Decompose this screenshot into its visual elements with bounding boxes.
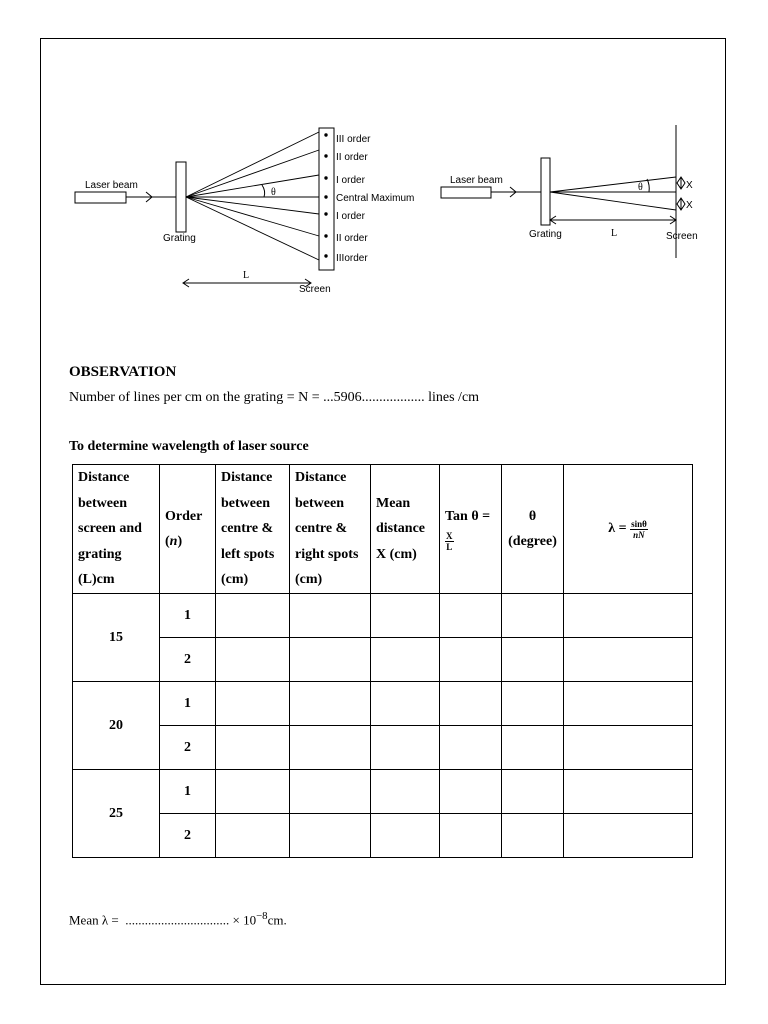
header-distance: Distance between screen and grating (L)cm bbox=[73, 465, 160, 594]
distance-cell: 20 bbox=[73, 682, 160, 770]
data-cell[interactable] bbox=[371, 726, 440, 770]
distance-cell: 25 bbox=[73, 770, 160, 858]
table-heading: To determine wavelength of laser source bbox=[69, 439, 309, 454]
data-cell[interactable] bbox=[290, 814, 371, 858]
data-cell[interactable] bbox=[502, 726, 564, 770]
header-order: Order (n) bbox=[160, 465, 216, 594]
data-cell[interactable] bbox=[564, 638, 693, 682]
header-lambda: λ = $\frac{\sin\theta}{nN}$ bbox=[564, 465, 693, 594]
table-row bbox=[73, 682, 693, 726]
grating-label: Grating bbox=[163, 233, 196, 244]
diffraction-diagram-main bbox=[0, 0, 768, 300]
x-distance-markers bbox=[677, 177, 685, 210]
data-cell[interactable] bbox=[290, 770, 371, 814]
order-label: I order bbox=[336, 211, 365, 222]
data-cell[interactable] bbox=[564, 814, 693, 858]
angle-arc bbox=[262, 185, 265, 197]
data-cell[interactable] bbox=[440, 682, 502, 726]
laser-beam-label: Laser beam bbox=[85, 180, 138, 191]
data-cell[interactable] bbox=[502, 814, 564, 858]
data-cell[interactable] bbox=[564, 770, 693, 814]
data-cell[interactable] bbox=[216, 638, 290, 682]
diffraction-rays-right bbox=[550, 177, 676, 210]
diffraction-rays bbox=[186, 132, 319, 260]
lines-per-cm-text: Number of lines per cm on the grating = N = ...5906.................. lines /cm bbox=[69, 390, 480, 405]
data-cell[interactable] bbox=[290, 682, 371, 726]
data-cell[interactable] bbox=[371, 594, 440, 638]
grating-right bbox=[541, 158, 550, 225]
screen-label: Screen bbox=[299, 284, 331, 295]
order-cell: 2 bbox=[160, 726, 216, 770]
data-cell[interactable] bbox=[440, 594, 502, 638]
table-row bbox=[73, 594, 693, 638]
table-row bbox=[73, 638, 693, 682]
x-label: X bbox=[686, 200, 693, 211]
order-label: II order bbox=[336, 152, 368, 163]
observation-heading: OBSERVATION bbox=[69, 364, 177, 380]
grating bbox=[176, 162, 186, 232]
table-row bbox=[73, 814, 693, 858]
data-cell[interactable] bbox=[564, 726, 693, 770]
data-cell[interactable] bbox=[216, 814, 290, 858]
order-cell: 1 bbox=[160, 594, 216, 638]
table-header-row bbox=[73, 465, 693, 594]
distance-label-right: L bbox=[611, 228, 618, 239]
distance-cell: 15 bbox=[73, 594, 160, 682]
data-cell[interactable] bbox=[290, 594, 371, 638]
order-label: II order bbox=[336, 233, 368, 244]
screen bbox=[319, 128, 334, 270]
data-cell[interactable] bbox=[440, 726, 502, 770]
data-cell[interactable] bbox=[502, 770, 564, 814]
data-cell[interactable] bbox=[371, 638, 440, 682]
order-label: I order bbox=[336, 175, 365, 186]
data-cell[interactable] bbox=[216, 770, 290, 814]
header-left-spots: Distance between centre & left spots (cm) bbox=[216, 465, 290, 594]
data-cell[interactable] bbox=[564, 682, 693, 726]
table-row bbox=[73, 726, 693, 770]
distance-label: L bbox=[243, 270, 250, 281]
order-label: III order bbox=[336, 134, 371, 145]
observation-table bbox=[72, 464, 693, 858]
data-cell[interactable] bbox=[216, 594, 290, 638]
order-labels bbox=[336, 134, 414, 264]
data-cell[interactable] bbox=[564, 594, 693, 638]
data-cell[interactable] bbox=[216, 726, 290, 770]
header-tan: Tan θ = $\frac{X}{L}$ bbox=[440, 465, 502, 594]
order-label: IIIorder bbox=[336, 253, 368, 264]
data-cell[interactable] bbox=[290, 726, 371, 770]
laser-source bbox=[75, 192, 126, 203]
mean-lambda-line: Mean λ = ................................ × $10^{-8}cm$. bbox=[69, 910, 287, 928]
x-label: X bbox=[686, 180, 693, 191]
data-cell[interactable] bbox=[371, 682, 440, 726]
angle-label-right: θ bbox=[638, 182, 643, 193]
grating-label-right: Grating bbox=[529, 229, 562, 240]
data-cell[interactable] bbox=[371, 814, 440, 858]
laser-source-right bbox=[441, 187, 491, 198]
header-mean: Mean distance X (cm) bbox=[371, 465, 440, 594]
data-cell[interactable] bbox=[290, 638, 371, 682]
order-cell: 2 bbox=[160, 814, 216, 858]
order-label: Central Maximum bbox=[336, 193, 415, 204]
data-cell[interactable] bbox=[502, 638, 564, 682]
angle-label: θ bbox=[271, 187, 276, 198]
data-cell[interactable] bbox=[440, 814, 502, 858]
order-cell: 1 bbox=[160, 770, 216, 814]
spot-markers bbox=[324, 133, 327, 257]
data-cell[interactable] bbox=[440, 770, 502, 814]
data-cell[interactable] bbox=[502, 594, 564, 638]
data-cell[interactable] bbox=[371, 770, 440, 814]
table-row bbox=[73, 770, 693, 814]
data-cell[interactable] bbox=[502, 682, 564, 726]
header-theta: θ (degree) bbox=[502, 465, 564, 594]
laser-beam-label-right: Laser beam bbox=[450, 175, 503, 186]
order-cell: 1 bbox=[160, 682, 216, 726]
data-cell[interactable] bbox=[216, 682, 290, 726]
header-right-spots: Distance between centre & right spots (cm) bbox=[290, 465, 371, 594]
order-cell: 2 bbox=[160, 638, 216, 682]
screen-label-right: Screen bbox=[666, 231, 698, 242]
data-cell[interactable] bbox=[440, 638, 502, 682]
